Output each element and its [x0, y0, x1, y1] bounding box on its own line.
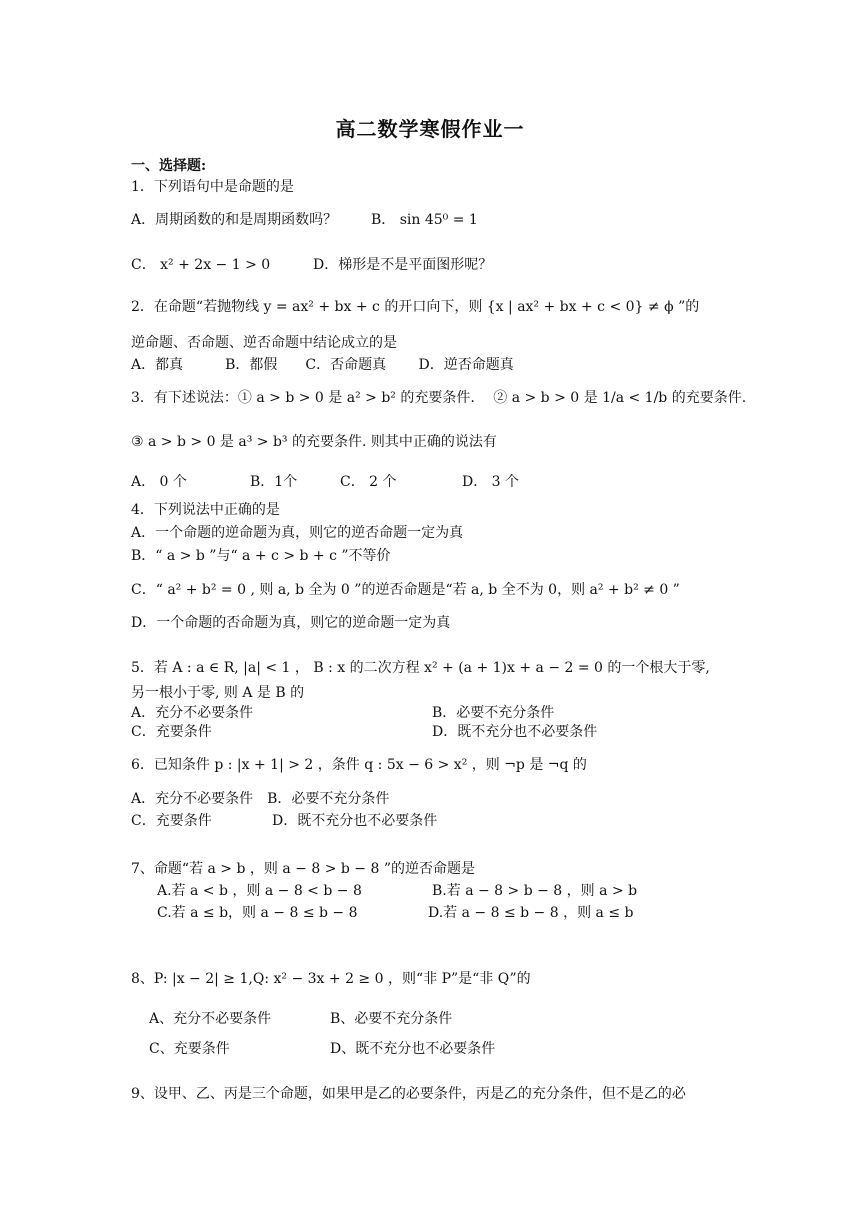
q6-stem: 6．已知条件 p : |x + 1| > 2 ，条件 q : 5x − 6 > x² ，则 ¬p 是 ¬q 的 — [131, 757, 587, 773]
q2-options: A．都真 B．都假 C．否命题真 D．逆否命题真 — [131, 357, 514, 373]
q3-option-c: C． 2 个 — [340, 474, 397, 490]
q1-stem: 1．下列语句中是命题的是 — [131, 179, 294, 195]
q2-stem-line2: 逆命题、否命题、逆否命题中结论成立的是 — [131, 335, 397, 351]
q9-stem: 9、设甲、乙、丙是三个命题，如果甲是乙的必要条件，丙是乙的充分条件，但不是乙的必 — [131, 1086, 686, 1102]
q3-option-a: A． 0 个 — [131, 474, 187, 490]
q4-option-d: D．一个命题的否命题为真，则它的逆命题一定为真 — [131, 615, 451, 631]
q5-option-c: C．充要条件 — [131, 724, 212, 740]
q5-stem-line1: 5．若 A : a ∈ R, |a| < 1 ， B : x 的二次方程 x² + (a + 1)x + a − 2 = 0 的一个根大于零, — [131, 660, 710, 676]
q4-option-b: B．“ a > b ”与“ a + c > b + c ”不等价 — [131, 548, 391, 564]
q1-option-d: D．梯形是不是平面图形呢？ — [313, 257, 493, 273]
section-heading: 一、选择题: — [131, 158, 207, 174]
q7-option-c: C.若 a ≤ b，则 a − 8 ≤ b − 8 — [157, 905, 358, 921]
q7-stem: 7、命题“若 a > b ，则 a − 8 > b − 8 ”的逆否命题是 — [131, 861, 475, 877]
q7-option-a: A.若 a < b ，则 a − 8 < b − 8 — [157, 883, 362, 899]
q6-options-ab: A．充分不必要条件 B．必要不充分条件 — [131, 791, 390, 807]
q5-option-a: A．充分不必要条件 — [131, 705, 254, 721]
q4-option-c: C．“ a² + b² = 0 , 则 a, b 全为 0 ”的逆否命题是“若 a, b 全不为 0，则 a² + b² ≠ 0 ” — [131, 582, 680, 598]
q6-option-c: C．充要条件 — [131, 813, 212, 829]
q5-option-d: D．既不充分也不必要条件 — [432, 724, 598, 740]
q3-option-b: B．1个 — [250, 474, 298, 490]
q8-option-c: C、充要条件 — [149, 1041, 230, 1057]
q6-option-d: D．既不充分也不必要条件 — [272, 813, 438, 829]
q8-option-b: B、必要不充分条件 — [330, 1011, 453, 1027]
q8-stem: 8、P: |x − 2| ≥ 1,Q: x² − 3x + 2 ≥ 0 ，则“非 P”是“非 Q”的 — [131, 971, 531, 987]
q7-option-b: B.若 a − 8 > b − 8 ，则 a > b — [432, 883, 638, 899]
q5-option-b: B．必要不充分条件 — [432, 705, 555, 721]
q8-option-a: A、充分不必要条件 — [149, 1011, 272, 1027]
q1-option-a: A．周期函数的和是周期函数吗？ — [131, 212, 338, 228]
q8-option-d: D、既不充分也不必要条件 — [330, 1041, 496, 1057]
q1-option-b: B． sin 45⁰ = 1 — [371, 212, 478, 228]
q3-stem-line2: ③ a > b > 0 是 a³ > b³ 的充要条件. 则其中正确的说法有 — [131, 434, 497, 450]
q5-stem-line2: 另一根小于零, 则 A 是 B 的 — [131, 685, 305, 701]
q1-option-c: C． x² + 2x − 1 > 0 — [131, 257, 271, 273]
q7-option-d: D.若 a − 8 ≤ b − 8 ，则 a ≤ b — [428, 905, 634, 921]
q3-option-d: D． 3 个 — [462, 474, 520, 490]
q4-option-a: A．一个命题的逆命题为真，则它的逆否命题一定为真 — [131, 525, 464, 541]
page-title: 高二数学寒假作业一 — [335, 117, 525, 141]
q3-stem-line1: 3．有下述说法：① a > b > 0 是 a² > b² 的充要条件. ② a > b > 0 是 1/a < 1/b 的充要条件. — [131, 390, 747, 406]
q2-stem-line1: 2．在命题“若抛物线 y = ax² + bx + c 的开口向下，则 {x | ax² + bx + c < 0} ≠ ϕ ”的 — [131, 299, 700, 315]
q4-stem: 4．下列说法中正确的是 — [131, 502, 280, 518]
